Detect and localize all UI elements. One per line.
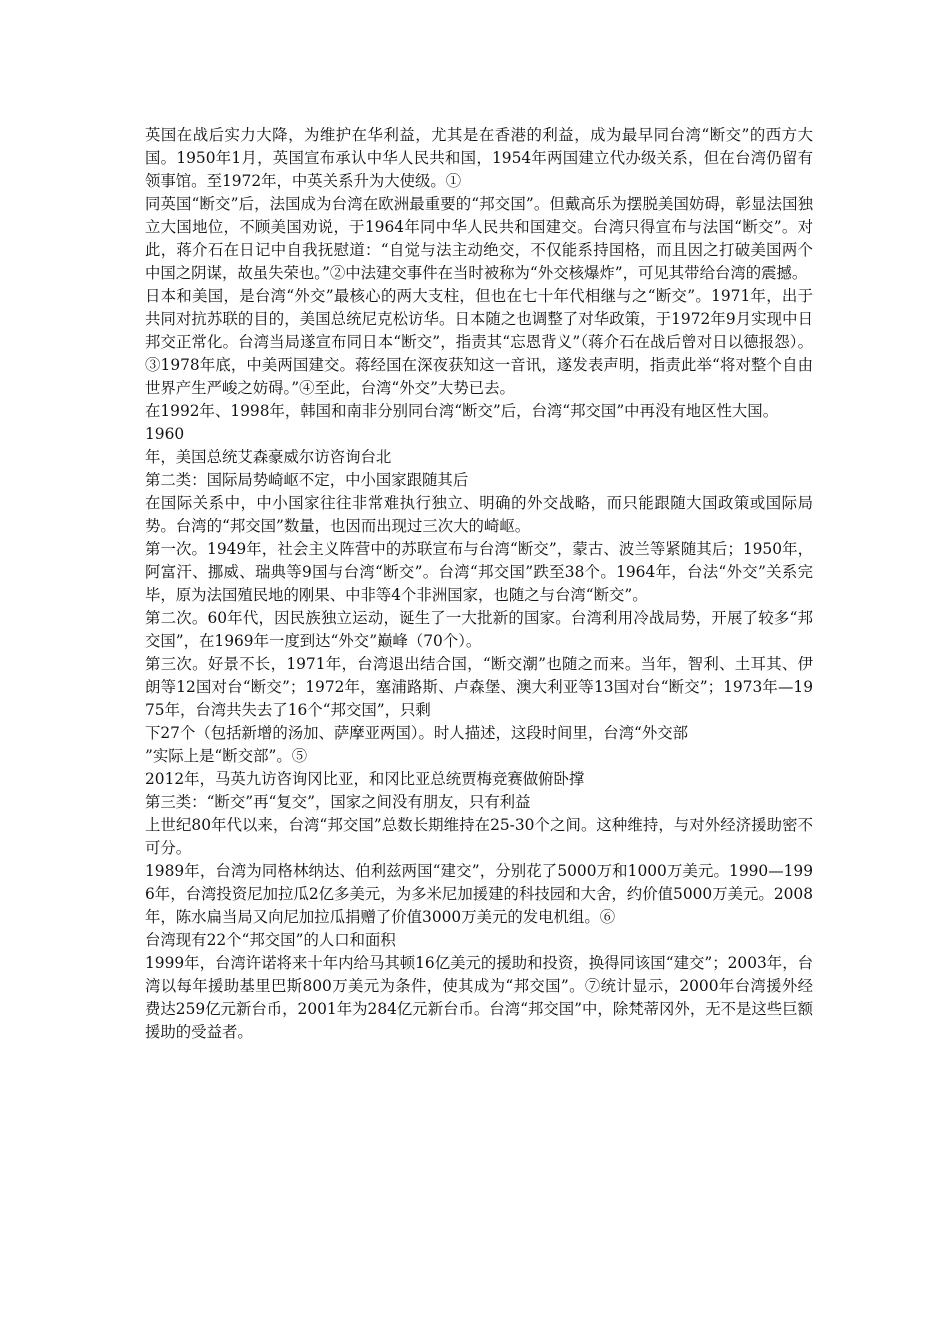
paragraph-korea-southafrica: 在1992年、1998年，韩国和南非分别同台湾“断交”后，台湾“邦交国”中再没有地区性大国。 bbox=[145, 402, 779, 420]
caption-year: 1960 bbox=[145, 425, 185, 443]
paragraph-aid-1989: 1989年，台湾为同格林纳达、伯利兹两国“建交”，分别花了5000万和1000万美元。1990—1996年，台湾投资尼加拉瓜2亿多美元，为多米尼加援建的科技园和大舍，约价值5000万美元。2008年，陈水扁当局又向尼加拉瓜捐赠了价值3000万美元的发电机组。⑥ bbox=[145, 862, 813, 926]
document-body bbox=[145, 124, 813, 1044]
paragraph-second-wave: 第二次。60年代，因民族独立运动，诞生了一大批新的国家。台湾利用冷战局势，开展了较多“邦交国”，在1969年一度到达“外交”巅峰（70个）。 bbox=[145, 609, 813, 650]
paragraph-third-wave-end: ”实际上是“断交部”。⑤ bbox=[145, 747, 308, 765]
caption-ma-gambia: 2012年，马英九访咨询冈比亚，和冈比亚总统贾梅竞赛做俯卧撑 bbox=[145, 770, 585, 788]
paragraph-aid-1999: 1999年，台湾许诺将来十年内给马其顿16亿美元的援助和投资，换得同该国“建交”；2003年，台湾以每年援助基里巴斯800万美元为条件，使其成为“邦交国”。⑦统计显示，2000年台湾援外经费达259亿元新台币，2001年为284亿元新台币。台湾“邦交国”中，除梵蒂冈外，无不是这些巨额援助的受益者。 bbox=[145, 954, 813, 1041]
paragraph-small-states: 在国际关系中，中小国家往往非常难执行独立、明确的外交战略，而只能跟随大国政策或国际局势。台湾的“邦交国”数量，也因而出现过三次大的崎岖。 bbox=[145, 494, 813, 535]
paragraph-third-wave-cont: 下27个（包括新增的汤加、萨摩亚两国）。时人描述，这段时间里，台湾“外交部 bbox=[145, 724, 689, 742]
paragraph-britain: 英国在战后实力大降，为维护在华利益，尤其是在香港的利益，成为最早同台湾“断交”的西方大国。1950年1月，英国宣布承认中华人民共和国，1954年两国建立代办级关系，但在台湾仍留有领事馆。至1972年，中英关系升为大使级。① bbox=[145, 126, 813, 190]
paragraph-since-80s: 上世纪80年代以来，台湾“邦交国”总数长期维持在25-30个之间。这种维持，与对外经济援助密不可分。 bbox=[145, 816, 813, 857]
heading-category-two: 第二类：国际局势崎岖不定，中小国家跟随其后 bbox=[145, 471, 469, 489]
heading-category-three: 第三类：“断交”再“复交”，国家之间没有朋友，只有利益 bbox=[145, 793, 531, 811]
caption-allies-population: 台湾现有22个“邦交国”的人口和面积 bbox=[145, 931, 396, 949]
paragraph-third-wave: 第三次。好景不长，1971年，台湾退出结合国，“断交潮”也随之而来。当年，智利、土耳其、伊朗等12国对台“断交”；1972年，塞浦路斯、卢森堡、澳大利亚等13国对台“断交”；1973年—1975年，台湾共失去了16个“邦交国”，只剩 bbox=[145, 655, 813, 719]
paragraph-france: 同英国“断交”后，法国成为台湾在欧洲最重要的“邦交国”。但戴高乐为摆脱美国妨碍，彰显法国独立大国地位，不顾美国劝说，于1964年同中华人民共和国建交。台湾只得宣布与法国“断交”。对此，蒋介石在日记中自我抚慰道：“自觉与法主动绝交，不仅能系持国格，而且因之打破美国两个中国之阴谋，故虽失荣也。”②中法建交事件在当时被称为“外交核爆炸”，可见其带给台湾的震撼。 bbox=[145, 195, 813, 282]
paragraph-japan-usa: 日本和美国，是台湾“外交”最核心的两大支柱，但也在七十年代相继与之“断交”。1971年，出于共同对抗苏联的目的，美国总统尼克松访华。日本随之也调整了对华政策，于1972年9月实现中日邦交正常化。台湾当局遂宣布同日本“断交”，指责其“忘恩背义”（蒋介石在战后曾对日以德报怨）。③1978年底，中美两国建交。蒋经国在深夜获知这一音讯，遂发表声明，指责此举“将对整个自由世界产生严峻之妨碍。”④至此，台湾“外交”大势已去。 bbox=[145, 287, 813, 397]
paragraph-first-wave: 第一次。1949年，社会主义阵营中的苏联宣布与台湾“断交”，蒙古、波兰等紧随其后；1950年，阿富汗、挪威、瑞典等9国与台湾“断交”。台湾“邦交国”跌至38个。1964年，台法“外交”关系完毕，原为法国殖民地的刚果、中非等4个非洲国家，也随之与台湾“断交”。 bbox=[145, 540, 813, 604]
caption-eisenhower: 年，美国总统艾森豪威尔访咨询台北 bbox=[145, 448, 392, 466]
